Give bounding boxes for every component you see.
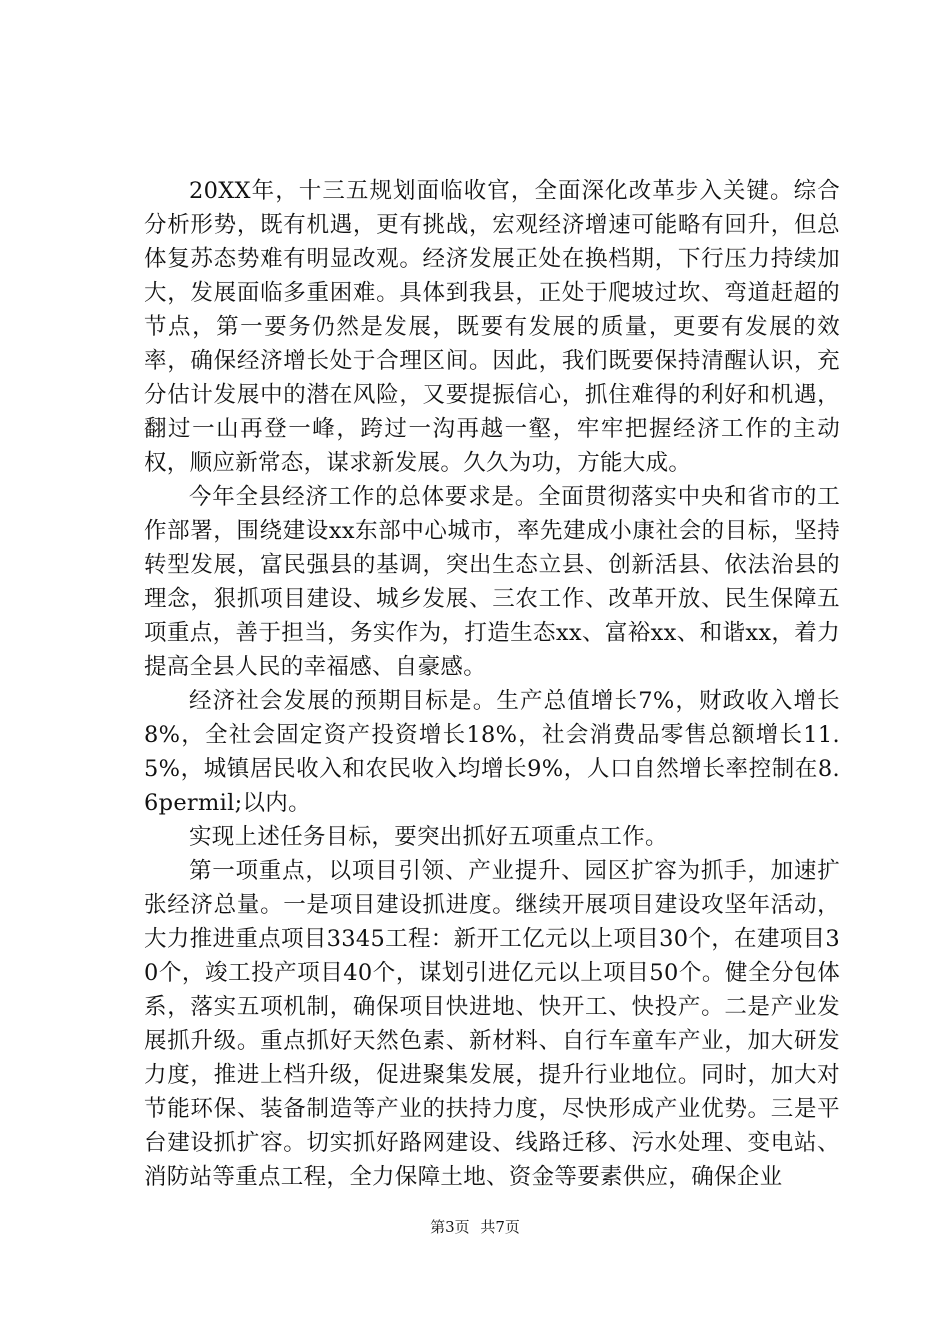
paragraph-3: 经济社会发展的预期目标是。生产总值增长7%，财政收入增长8%，全社会固定资产投资增长18%，社会消费品零售总额增长11.5%，城镇居民收入和农民收入均增长9%，人口自然增长率控制在8.6permil;以内。	[144, 688, 840, 816]
paragraph-5: 第一项重点，以项目引领、产业提升、园区扩容为抓手，加速扩张经济总量。一是项目建设抓进度。继续开展项目建设攻坚年活动，大力推进重点项目3345工程：新开工亿元以上项目30个，在建项目30个，竣工投产项目40个，谋划引进亿元以上项目50个。健全分包体系，落实五项机制，确保项目快进地、快开工、快投产。二是产业发展抓升级。重点抓好天然色素、新材料、自行车童车产业，加大研发力度，推进上档升级，促进聚集发展，提升行业地位。同时，加大对节能环保、装备制造等产业的扶持力度，尽快形成产业优势。三是平台建设抓扩容。切实抓好路网建设、线路迁移、污水处理、变电站、消防站等重点工程，全力保障土地、资金等要素供应，确保企业	[144, 858, 840, 1190]
page-total: 共7页	[480, 1218, 520, 1236]
paragraph-4: 实现上述任务目标，要突出抓好五项重点工作。	[189, 824, 668, 850]
document-body	[144, 174, 840, 1194]
paragraph-1: 20XX年，十三五规划面临收官，全面深化改革步入关键。综合分析形势，既有机遇，更有挑战，宏观经济增速可能略有回升，但总体复苏态势难有明显改观。经济发展正处在换档期，下行压力持续加大，发展面临多重困难。具体到我县，正处于爬坡过坎、弯道赶超的节点，第一要务仍然是发展，既要有发展的质量，更要有发展的效率，确保经济增长处于合理区间。因此，我们既要保持清醒认识，充分估计发展中的潜在风险，又要提振信心，抓住难得的利好和机遇，翻过一山再登一峰，跨过一沟再越一壑，牢牢把握经济工作的主动权，顺应新常态，谋求新发展。久久为功，方能大成。	[144, 178, 840, 476]
page-footer	[0, 1217, 950, 1237]
page-number: 第3页	[430, 1218, 470, 1236]
paragraph-2: 今年全县经济工作的总体要求是。全面贯彻落实中央和省市的工作部署，围绕建设xx东部中心城市，率先建成小康社会的目标，坚持转型发展，富民强县的基调，突出生态立县、创新活县、依法治县的理念，狠抓项目建设、城乡发展、三农工作、改革开放、民生保障五项重点，善于担当，务实作为，打造生态xx、富裕xx、和谐xx，着力提高全县人民的幸福感、自豪感。	[144, 484, 840, 680]
